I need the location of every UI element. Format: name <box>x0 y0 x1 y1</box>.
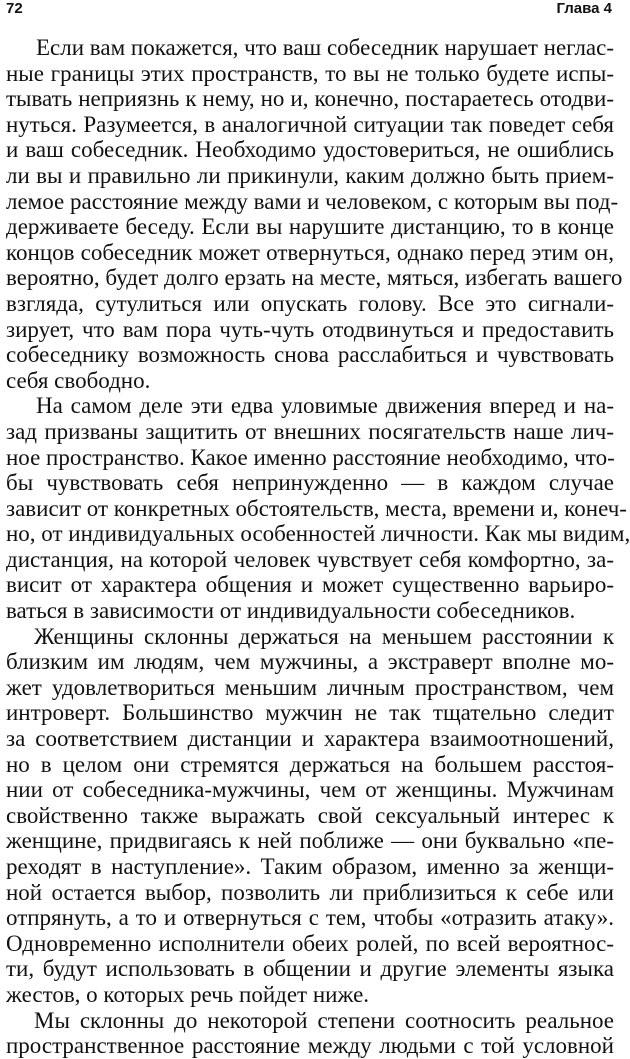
text-line: жет удовлетвориться меньшим личным пространством, чем <box>6 674 614 700</box>
text-line: интроверт. Большинство мужчин не так тщательно следит <box>6 700 614 726</box>
text-line: и ваш собеседник. Необходимо удостовериться, не ошиблись <box>6 137 614 163</box>
text-line: пространственное расстояние между людьми с той условной <box>6 1033 614 1059</box>
text-line: Одновременно исполнители обеих ролей, по всей вероятнос- <box>6 930 614 956</box>
text-line: ной остается выбор, позволить ли приблизиться к себе или <box>6 879 614 905</box>
page-number: 72 <box>6 0 23 17</box>
text-line: нуться. Разумеется, в аналогичной ситуации так поведет себя <box>6 111 614 137</box>
text-line: реходят в наступление». Таким образом, именно за женщи- <box>6 854 614 879</box>
text-line: Женщины склонны держаться на меньшем расстоянии к <box>34 623 614 649</box>
text-line: но, от индивидуальных особенностей личности. Как мы видим, <box>6 521 630 547</box>
text-line: жестов, о которых речь пойдет ниже. <box>6 981 370 1007</box>
text-line: На самом деле эти едва уловимые движения вперед и на- <box>36 393 614 419</box>
text-line: концов собеседник может отвернуться, однако перед этим он, <box>6 239 614 265</box>
text-line: свойственно также выражать свой сексуальный интерес к <box>6 802 614 828</box>
text-line: ли вы и правильно ли прикинули, каким должно быть прием- <box>6 162 614 188</box>
body-text <box>6 35 630 1059</box>
running-head <box>6 0 612 20</box>
text-line: держиваете беседу. Если вы нарушите дистанцию, то в конце <box>6 214 614 240</box>
text-line: дистанция, на которой человек чувствует себя комфортно, за- <box>6 546 614 572</box>
text-line: ные границы этих пространств, то вы не только будете испы- <box>6 60 614 86</box>
text-line: отпрянуть, а то и отвернуться с тем, чтобы «отразить атаку». <box>6 905 614 931</box>
text-line: близким им людям, чем мужчины, а экстраверт вполне мо- <box>6 649 614 675</box>
text-line: нии от собеседника-мужчины, чем от женщины. Мужчинам <box>6 777 614 803</box>
text-line: зависит от конкретных обстоятельств, места, времени и, конеч- <box>6 495 627 521</box>
text-line: тывать неприязнь к нему, но и, конечно, постараетесь отодви- <box>6 86 614 112</box>
text-line: взгляда, сутулиться или опускать голову. Все это сигнали- <box>6 290 614 316</box>
text-line: вероятно, будет долго ерзать на месте, мяться, избегать вашего <box>6 265 623 291</box>
text-line: зирует, что вам пора чуть-чуть отодвинуться и предоставить <box>6 316 614 342</box>
text-line: бы чувствовать себя непринужденно — в каждом случае <box>6 470 614 496</box>
paragraph-1 <box>6 35 623 393</box>
paragraph-2 <box>6 393 630 624</box>
paragraph-4 <box>6 1008 614 1059</box>
paragraph-3 <box>6 624 614 1008</box>
text-line: но в целом они стремятся держаться на большем расстоя- <box>6 751 614 777</box>
text-line: висит от характера общения и может существенно варьиро- <box>6 572 614 598</box>
text-line: Если вам покажется, что ваш собеседник нарушает неглас- <box>36 35 614 60</box>
text-line: себя свободно. <box>6 367 151 393</box>
text-line: женщине, придвигаясь к ней поближе — они буквально «пе- <box>6 828 614 854</box>
text-line: ти, будут использовать в общении и другие элементы языка <box>6 956 614 982</box>
text-line: Мы склонны до некоторой степени соотносить реальное <box>34 1007 614 1033</box>
text-line: ваться в зависимости от индивидуальности собеседников. <box>6 598 576 624</box>
text-line: зад призваны защитить от внешних посягательств наше лич- <box>6 418 614 444</box>
text-line: ное пространство. Какое именно расстояние необходимо, что- <box>6 444 615 470</box>
text-line: за соответствием дистанции и характера взаимоотношений, <box>6 726 614 752</box>
text-line: лемое расстояние между вами и человеком, с которым вы под- <box>6 188 619 214</box>
text-line: собеседнику возможность снова расслабиться и чувствовать <box>6 342 614 368</box>
chapter-label: Глава 4 <box>556 0 612 17</box>
